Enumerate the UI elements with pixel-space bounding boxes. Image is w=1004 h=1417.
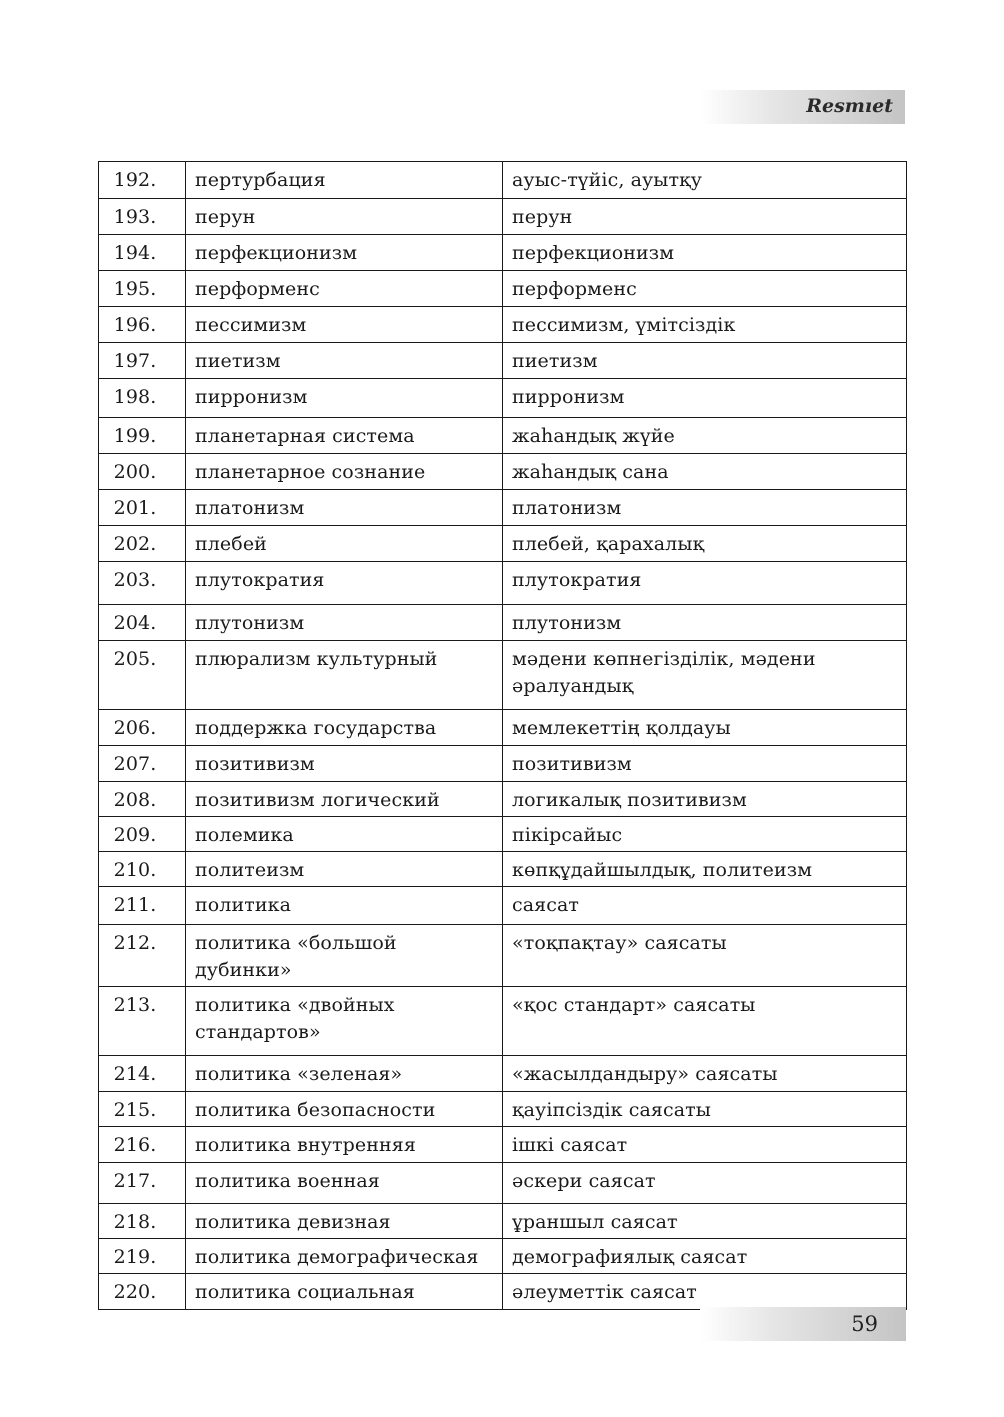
table-row (99, 987, 907, 1056)
table-row (99, 1163, 907, 1204)
term-kazakh: жаһандық сана (503, 454, 907, 490)
table-row (99, 162, 907, 199)
term-russian: политика (186, 887, 503, 925)
term-russian: политика девизная (186, 1204, 503, 1239)
glossary-table-body (99, 162, 907, 1310)
term-russian: полемика (186, 817, 503, 852)
term-kazakh: қауіпсіздік саясаты (503, 1092, 907, 1127)
row-number: 217. (99, 1163, 186, 1204)
row-number: 200. (99, 454, 186, 490)
term-kazakh: перфекционизм (503, 235, 907, 271)
term-russian: перун (186, 199, 503, 235)
table-row (99, 782, 907, 817)
table-row (99, 235, 907, 271)
term-kazakh: логикалық позитивизм (503, 782, 907, 817)
term-kazakh: әлеуметтік саясат (503, 1274, 907, 1310)
table-row (99, 1056, 907, 1092)
row-number: 205. (99, 641, 186, 710)
row-number: 195. (99, 271, 186, 307)
term-russian: политика «большой дубинки» (186, 925, 503, 987)
table-row (99, 271, 907, 307)
term-russian: плутонизм (186, 605, 503, 641)
term-kazakh: пікірсайыс (503, 817, 907, 852)
row-number: 204. (99, 605, 186, 641)
term-kazakh: ұраншыл саясат (503, 1204, 907, 1239)
term-russian: поддержка государства (186, 710, 503, 746)
term-kazakh: мемлекеттің қолдауы (503, 710, 907, 746)
term-kazakh: көпқұдайшылдық, политеизм (503, 852, 907, 887)
row-number: 194. (99, 235, 186, 271)
row-number: 218. (99, 1204, 186, 1239)
row-number: 220. (99, 1274, 186, 1310)
term-kazakh: перун (503, 199, 907, 235)
term-kazakh: «жасылдандыру» саясаты (503, 1056, 907, 1092)
row-number: 206. (99, 710, 186, 746)
row-number: 201. (99, 490, 186, 526)
term-russian: пессимизм (186, 307, 503, 343)
table-row (99, 454, 907, 490)
row-number: 215. (99, 1092, 186, 1127)
term-kazakh: пессимизм, үмітсіздік (503, 307, 907, 343)
row-number: 213. (99, 987, 186, 1056)
table-row (99, 605, 907, 641)
term-russian: перформенс (186, 271, 503, 307)
row-number: 197. (99, 343, 186, 379)
row-number: 199. (99, 418, 186, 454)
term-kazakh: плутонизм (503, 605, 907, 641)
term-kazakh: «қос стандарт» саясаты (503, 987, 907, 1056)
table-row (99, 379, 907, 418)
term-kazakh: платонизм (503, 490, 907, 526)
term-russian: пертурбация (186, 162, 503, 199)
term-kazakh: жаһандық жүйе (503, 418, 907, 454)
row-number: 214. (99, 1056, 186, 1092)
term-russian: политика «двойных стандартов» (186, 987, 503, 1056)
row-number: 219. (99, 1239, 186, 1274)
term-kazakh: плутократия (503, 562, 907, 605)
table-row (99, 307, 907, 343)
term-russian: пиетизм (186, 343, 503, 379)
term-russian: планетарная система (186, 418, 503, 454)
table-row (99, 887, 907, 925)
table-row (99, 526, 907, 562)
table-row (99, 199, 907, 235)
table-row (99, 562, 907, 605)
term-kazakh: әскери саясат (503, 1163, 907, 1204)
row-number: 208. (99, 782, 186, 817)
row-number: 202. (99, 526, 186, 562)
row-number: 203. (99, 562, 186, 605)
table-row (99, 490, 907, 526)
table-row (99, 418, 907, 454)
term-russian: политика военная (186, 1163, 503, 1204)
term-kazakh: «тоқпақтау» саясаты (503, 925, 907, 987)
row-number: 211. (99, 887, 186, 925)
row-number: 216. (99, 1127, 186, 1163)
row-number: 210. (99, 852, 186, 887)
term-russian: пирронизм (186, 379, 503, 418)
table-row (99, 746, 907, 782)
row-number: 193. (99, 199, 186, 235)
term-russian: позитивизм (186, 746, 503, 782)
row-number: 196. (99, 307, 186, 343)
term-russian: политеизм (186, 852, 503, 887)
term-kazakh: ауыс-түйіс, ауытқу (503, 162, 907, 199)
table-row (99, 1127, 907, 1163)
table-row (99, 1204, 907, 1239)
row-number: 207. (99, 746, 186, 782)
row-number: 192. (99, 162, 186, 199)
term-russian: позитивизм логический (186, 782, 503, 817)
term-kazakh: мәдени көпнегізділік, мәдени әралуандық (503, 641, 907, 710)
table-row (99, 817, 907, 852)
term-kazakh: позитивизм (503, 746, 907, 782)
running-header-title: Resmıet (806, 95, 893, 117)
term-russian: платонизм (186, 490, 503, 526)
term-russian: планетарное сознание (186, 454, 503, 490)
table-row (99, 641, 907, 710)
term-russian: политика внутренняя (186, 1127, 503, 1163)
term-russian: перфекционизм (186, 235, 503, 271)
term-kazakh: ішкі саясат (503, 1127, 907, 1163)
table-row (99, 1274, 907, 1310)
term-russian: политика социальная (186, 1274, 503, 1310)
table-row (99, 852, 907, 887)
term-kazakh: пирронизм (503, 379, 907, 418)
table-row (99, 343, 907, 379)
term-kazakh: демографиялық саясат (503, 1239, 907, 1274)
row-number: 209. (99, 817, 186, 852)
term-kazakh: плебей, қарахалық (503, 526, 907, 562)
term-russian: политика демографическая (186, 1239, 503, 1274)
term-kazakh: саясат (503, 887, 907, 925)
table-row (99, 1239, 907, 1274)
term-kazakh: перформенс (503, 271, 907, 307)
table-row (99, 1092, 907, 1127)
term-russian: плебей (186, 526, 503, 562)
table-row (99, 710, 907, 746)
table-row (99, 925, 907, 987)
row-number: 198. (99, 379, 186, 418)
page-number: 59 (851, 1312, 878, 1336)
term-russian: плюрализм культурный (186, 641, 503, 710)
page-footer (700, 1307, 906, 1341)
row-number: 212. (99, 925, 186, 987)
glossary-table (98, 161, 907, 1310)
term-russian: плутократия (186, 562, 503, 605)
term-kazakh: пиетизм (503, 343, 907, 379)
term-russian: политика безопасности (186, 1092, 503, 1127)
term-russian: политика «зеленая» (186, 1056, 503, 1092)
running-header (700, 90, 905, 124)
